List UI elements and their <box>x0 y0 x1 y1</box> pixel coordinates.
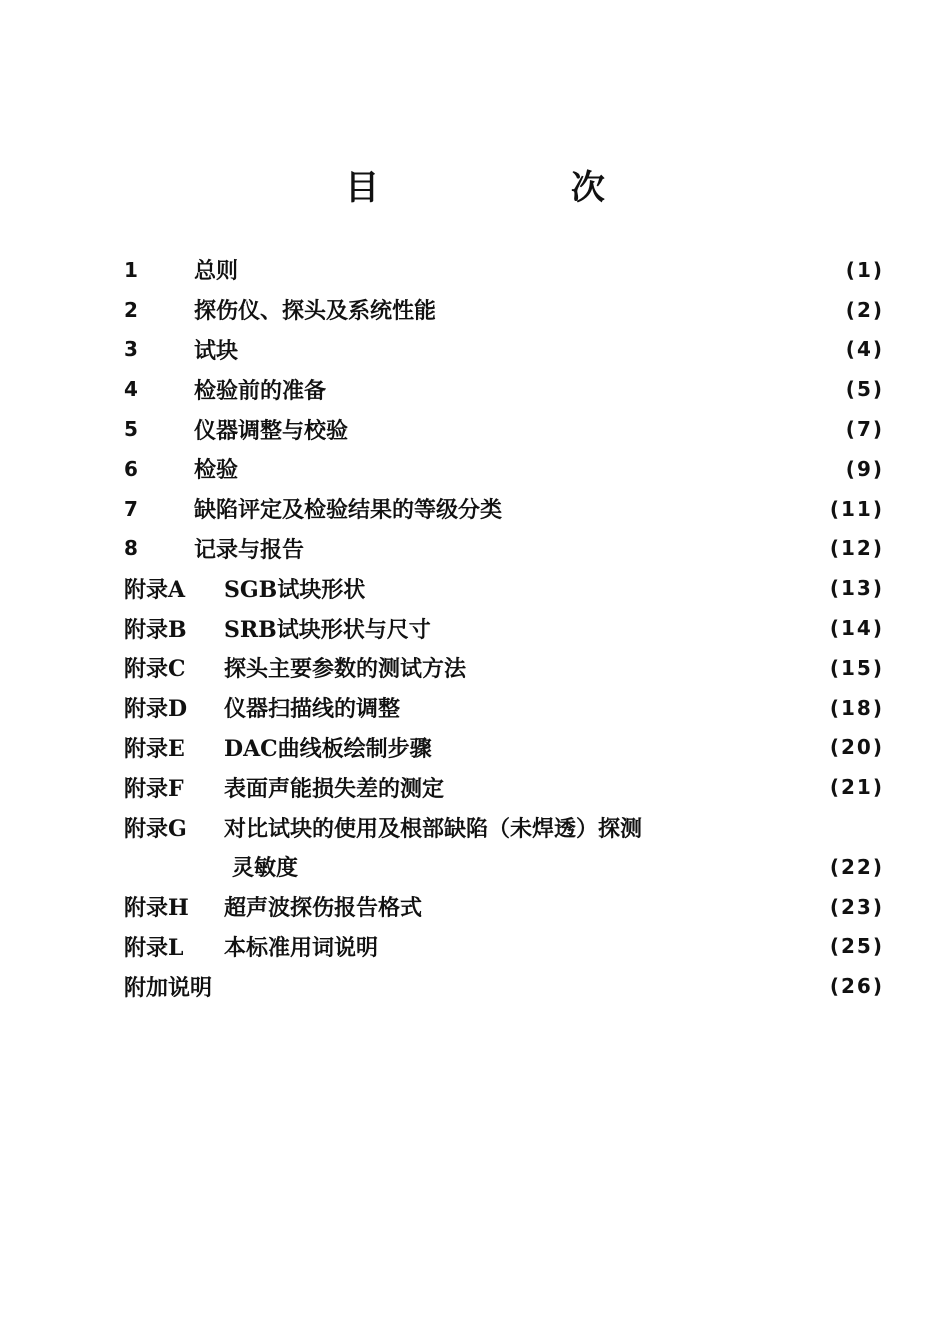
appendix-label-continued: 灵敏度 <box>232 855 299 882</box>
toc-number: 4 <box>124 377 138 402</box>
toc-page: (12) <box>829 536 884 561</box>
toc-label: 总则 <box>194 258 239 285</box>
appendix-label: DAC曲线板绘制步骤 <box>224 735 432 762</box>
toc-appendix-f[interactable] <box>124 767 884 807</box>
dot-leader <box>375 577 818 599</box>
toc-appendix-b[interactable] <box>124 608 884 648</box>
page-title: 目 次 <box>345 168 695 208</box>
toc-label: 试块 <box>194 337 239 364</box>
toc-page: (14) <box>829 616 884 641</box>
dot-leader <box>432 896 818 918</box>
toc-page: (21) <box>829 775 884 800</box>
toc-page: (2) <box>845 297 884 322</box>
appendix-number: 附录C <box>124 656 186 683</box>
toc-page: (26) <box>829 974 884 999</box>
toc-number: 7 <box>124 496 138 521</box>
toc-appendix-h[interactable] <box>124 887 884 927</box>
dot-leader <box>446 299 818 321</box>
appendix-label: 本标准用词说明 <box>224 934 379 961</box>
toc-page: (5) <box>845 377 884 402</box>
toc-number: 1 <box>124 257 138 282</box>
toc-page: (9) <box>845 456 884 481</box>
appendix-label: 表面声能损失差的测定 <box>224 775 445 802</box>
toc-number: 6 <box>124 456 138 481</box>
toc-page: (23) <box>829 894 884 919</box>
appendix-number: 附录H <box>124 895 189 922</box>
toc-entry-8[interactable] <box>124 529 884 569</box>
toc-label: 检验前的准备 <box>194 377 327 404</box>
dot-leader <box>512 498 818 520</box>
toc-page: (13) <box>829 576 884 601</box>
dot-leader <box>314 537 818 559</box>
dot-leader <box>358 418 818 440</box>
toc-appendix-e[interactable] <box>124 728 884 768</box>
dot-leader <box>222 975 818 997</box>
toc-label: 记录与报告 <box>194 536 305 563</box>
toc-additional-notes[interactable] <box>124 966 884 1006</box>
appendix-label: 仪器扫描线的调整 <box>224 696 401 723</box>
toc-entry-7[interactable] <box>124 489 884 529</box>
dot-leader <box>410 697 818 719</box>
appendix-label: 超声波探伤报告格式 <box>224 895 423 922</box>
toc-entry-4[interactable] <box>124 369 884 409</box>
dot-leader <box>441 617 818 639</box>
dot-leader <box>388 935 818 957</box>
toc-page: (11) <box>829 496 884 521</box>
toc-page: (7) <box>845 417 884 442</box>
toc-page: (4) <box>845 337 884 362</box>
toc-number: 2 <box>124 297 138 322</box>
appendix-number: 附录D <box>124 696 188 723</box>
toc-appendix-g[interactable] <box>124 807 884 847</box>
toc-entry-1[interactable] <box>124 250 884 290</box>
toc-number: 5 <box>124 417 138 442</box>
appendix-label: SGB试块形状 <box>224 576 366 603</box>
toc-entry-6[interactable] <box>124 449 884 489</box>
toc-number: 3 <box>124 337 138 362</box>
toc-entry-2[interactable] <box>124 290 884 330</box>
appendix-label: SRB试块形状与尺寸 <box>224 616 431 643</box>
toc-appendix-c[interactable] <box>124 648 884 688</box>
dot-leader <box>336 378 818 400</box>
appendix-number: 附录L <box>124 934 184 961</box>
appendix-number: 附录B <box>124 616 187 643</box>
toc-page: (25) <box>829 934 884 959</box>
toc-entry-5[interactable] <box>124 409 884 449</box>
dot-leader <box>308 856 818 878</box>
toc-label: 探伤仪、探头及系统性能 <box>194 298 437 325</box>
appendix-number: 附录F <box>124 775 184 802</box>
toc-appendix-d[interactable] <box>124 688 884 728</box>
toc-page: (15) <box>829 655 884 680</box>
toc-page: (22) <box>829 854 884 879</box>
dot-leader <box>248 458 818 480</box>
appendix-number: 附录G <box>124 815 187 842</box>
dot-leader <box>442 736 818 758</box>
toc-entry-3[interactable] <box>124 330 884 370</box>
toc-appendix-l[interactable] <box>124 927 884 967</box>
appendix-label: 对比试块的使用及根部缺陷（未焊透）探测 <box>224 815 643 842</box>
appendix-number: 附录A <box>124 576 186 603</box>
toc-label: 检验 <box>194 457 239 484</box>
toc-number: 8 <box>124 536 138 561</box>
dot-leader <box>248 338 818 360</box>
toc-label: 仪器调整与校验 <box>194 417 349 444</box>
toc-page: (1) <box>845 257 884 282</box>
dot-leader <box>454 776 818 798</box>
dot-leader <box>476 657 818 679</box>
additional-label: 附加说明 <box>124 974 213 1001</box>
toc-page: (18) <box>829 695 884 720</box>
toc-appendix-g-continued[interactable] <box>124 847 884 887</box>
toc-label: 缺陷评定及检验结果的等级分类 <box>194 497 503 524</box>
appendix-number: 附录E <box>124 735 185 762</box>
table-of-contents <box>124 250 884 1006</box>
toc-page: (20) <box>829 735 884 760</box>
appendix-label: 探头主要参数的测试方法 <box>224 656 467 683</box>
dot-leader <box>248 259 818 281</box>
toc-appendix-a[interactable] <box>124 568 884 608</box>
